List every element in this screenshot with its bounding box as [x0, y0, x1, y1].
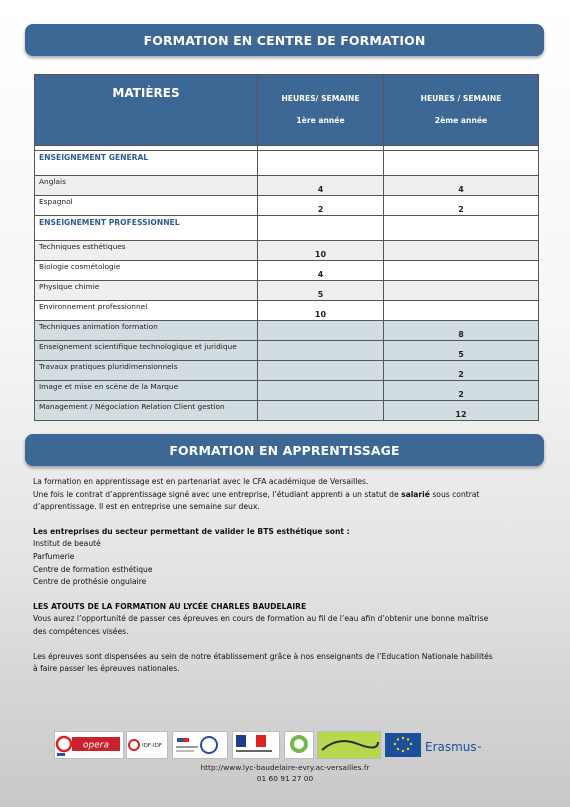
table-row: Anglais 4 4	[35, 176, 539, 196]
table-row: Espagnol 2 2	[35, 196, 539, 216]
atouts-heading: LES ATOUTS DE LA FORMATION AU LYCÉE CHARLES BAUDELAIRE	[33, 601, 307, 611]
svg-text:IDF-IDF: IDF-IDF	[141, 743, 163, 749]
svg-text:opera: opera	[83, 740, 109, 751]
region-opera-logo	[54, 731, 124, 759]
header-year1: HEURES/ SEMAINE 1ère année	[258, 75, 384, 146]
section-banner-centre: FORMATION EN CENTRE DE FORMATION	[25, 24, 544, 56]
republique-logo	[232, 731, 280, 759]
table-row: Travaux pratiques pluridimensionnels 2	[35, 361, 539, 381]
website-url[interactable]: http://www.lyc-baudelaire-evry.ac-versailles.fr	[200, 763, 370, 772]
paragraph: La formation en apprentissage est en partenariat avec le CFA académique de Versailles.	[33, 477, 369, 486]
paragraph: à faire passer les épreuves nationales.	[33, 664, 180, 674]
phone-number: 01 60 91 27 00	[256, 774, 314, 783]
section-row-pro	[35, 216, 539, 241]
header-year2: HEURES / SEMAINE 2ème année	[384, 75, 539, 146]
entreprises-heading: Les entreprises du secteur permettant de valider le BTS esthétique sont :	[33, 526, 350, 536]
header-matieres: MATIÈRES	[35, 75, 258, 146]
table-row: Image et mise en scène de la Marque 2	[35, 381, 539, 401]
svg-text:Erasmus+: Erasmus+	[425, 740, 481, 754]
table-header-row	[35, 75, 539, 146]
list-item: Parfumerie	[33, 551, 75, 561]
list-item: Institut de beauté	[33, 539, 101, 549]
paragraph: d’apprentissage. Il est en entreprise une semaine sur deux.	[33, 502, 260, 512]
idf-logo	[126, 731, 168, 759]
table-row: Environnement professionnel 10	[35, 301, 539, 321]
paragraph: des compétences visées.	[33, 626, 129, 636]
table-row: Management / Négociation Relation Client gestion 12	[35, 401, 539, 421]
academie-green-logo	[284, 731, 314, 759]
hours-table	[34, 74, 539, 421]
table-row: Enseignement scientifique technologique et juridique 5	[35, 341, 539, 361]
lycee-banner-logo	[317, 731, 381, 759]
paragraph: Les épreuves sont dispensées au sein de notre établissement grâce à nos enseignants de l’Education Nationale habilités	[33, 651, 493, 661]
paragraph: Une fois le contrat d’apprentissage signé avec une entreprise, l’étudiant apprenti a un statut de salarié sous contrat	[33, 489, 480, 499]
list-item: Centre de formation esthétique	[33, 564, 153, 574]
table-row: Biologie cosmétologie 4	[35, 261, 539, 281]
section-banner-apprentissage: FORMATION EN APPRENTISSAGE	[25, 434, 544, 466]
table-row: Physique chimie 5	[35, 281, 539, 301]
table-row: Techniques animation formation 8	[35, 321, 539, 341]
paragraph: Vous aurez l’opportunité de passer ces épreuves en cours de formation au fil de l’eau afin d’obtenir une bonne maîtrise	[33, 614, 489, 624]
section-label: ENSEIGNEMENT PROFESSIONNEL	[35, 216, 258, 241]
academie-logo	[172, 731, 228, 759]
erasmus-logo	[385, 731, 481, 759]
section-label: ENSEIGNEMENT GENERAL	[35, 151, 258, 176]
section-row-general	[35, 151, 539, 176]
table-row: Techniques esthétiques 10	[35, 241, 539, 261]
list-item: Centre de prothésie ongulaire	[33, 577, 147, 587]
apprentissage-text	[33, 476, 543, 676]
